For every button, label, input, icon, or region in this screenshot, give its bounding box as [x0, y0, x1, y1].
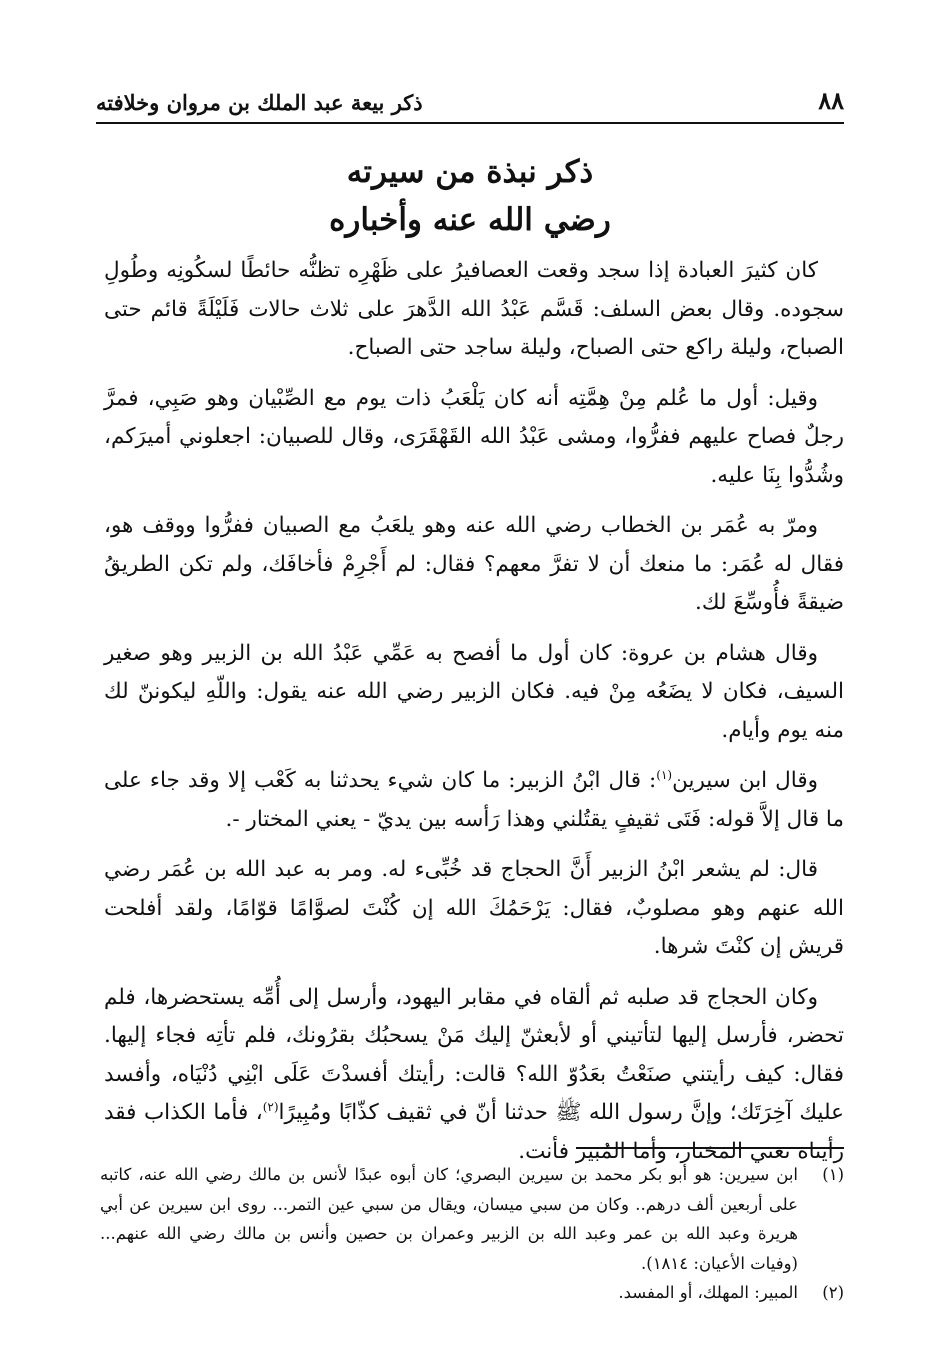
- paragraph: ومرّ به عُمَر بن الخطاب رضي الله عنه وهو يلعَبُ مع الصبيان ففرُّوا ووقف هو، فقال له عُمَر: ما منعك أن لا تفرَّ معهم؟ فقال: لم أَجْرِمْ فأخافَك، ولم تكن الطريقُ ضيقةً فأُوسِّعَ لك.: [104, 513, 844, 615]
- paragraph: كان كثيرَ العبادة إذا سجد وقعت العصافيرُ على ظَهْرِه تظنُّه حائطًا لسكُونِه وطُولِ سجوده. وقال بعض السلف: قَسَّم عَبْدُ الله الدَّهرَ على ثلاث حالات فَلَيْلَةً قائم حتى الصباح، وليلة راكع حتى الصباح، وليلة ساجد حتى الصباح.: [104, 258, 844, 360]
- footnote: [100, 1160, 844, 1278]
- paragraph: [104, 979, 844, 1172]
- footnote-text: ابن سيرين: هو أبو بكر محمد بن سيرين البصري؛ كان أبوه عبدًا لأنس بن مالك رضي الله عنه، كاتبه على أربعين ألف درهم.. وكان من سبي ميسان، ويقال من سبي عين التمر... روى ابن سيرين عن أبي هريرة وعبد الله بن عمر وعبد الله بن الزبير وعمران بن حصين وأنس بن مالك رضي الله عنهم... (وفيات الأعيان: ١٨١٤).: [100, 1165, 798, 1273]
- footnote-ref[interactable]: (١): [656, 767, 673, 782]
- page-header: [96, 84, 844, 124]
- page-number: ٨٨: [818, 86, 844, 115]
- footnote-ref[interactable]: (٢): [262, 1099, 279, 1114]
- footnote-number: (٢): [822, 1283, 844, 1302]
- chapter-title-line-2: رضي الله عنه وأخباره: [329, 202, 611, 238]
- body-text: [104, 252, 844, 1183]
- footnote-text: المبير: المهلك، أو المفسد.: [618, 1283, 798, 1302]
- chapter-title: [96, 148, 844, 244]
- paragraph: وقيل: أول ما عُلم مِنْ هِمَّتِه أنه كان يَلْعَبُ ذات يوم مع الصِّبْيان وهو صَبِي، فمرَّ رجلٌ فصاح عليهم ففرُّوا، ومشى عَبْدُ الله القَهْقَرَى، وقال للصبيان: اجعلوني أميرَكم، وشُدُّوا بِنَا عليه.: [104, 385, 844, 488]
- paragraph-text: ، فأما الكذاب فقد رأيناه تعني المختار، وأما المُبير فأنت.: [104, 1100, 844, 1164]
- footnote: [100, 1278, 844, 1308]
- footnote-separator: [576, 1147, 844, 1149]
- paragraph-text: : قال ابْنُ الزبير: ما كان شيء يحدثنا به كَعْب إلا وقد جاء على ما قال إلاَّ قوله: فَتَى ثقيفٍ يقتُلني وهذا رَأسه بين يديّ - يعني المختار -.: [104, 768, 844, 832]
- chapter-title-line-1: ذكر نبذة من سيرته: [346, 154, 594, 190]
- paragraph: وقال هشام بن عروة: كان أول ما أفصح به عَمِّي عَبْدُ الله بن الزبير وهو صغير السيف، فكان لا يضَعُه مِنْ فيه. فكان الزبير رضي الله عنه يقول: واللّهِ ليكوننّ لك منه يوم وأيام.: [104, 640, 844, 743]
- footnote-number: (١): [822, 1165, 844, 1184]
- paragraph-text: وقال ابن سيرين: [672, 768, 818, 793]
- paragraph: قال: لم يشعر ابْنُ الزبير أَنَّ الحجاج قد خُبِّىء له. ومر به عبد الله بن عُمَر رضي الله عنهم وهو مصلوبٌ، فقال: يَرْحَمُكَ الله إن كُنْتَ لصوَّامًا قوّامًا، ولقد أفلحت قريش إن كنْتَ شرها.: [104, 857, 844, 959]
- footnotes: [100, 1160, 844, 1308]
- running-title: ذكر بيعة عبد الملك بن مروان وخلافته: [96, 90, 423, 115]
- paragraph-text: وكان الحجاج قد صلبه ثم ألقاه في مقابر اليهود، وأرسل إلى أُمِّه يستحضرها، فلم تحضر، فأرسل إليها لتأتيني أو لأبعثنّ إليك مَنْ يسحبُك بقرُونك، فلم تأتِه فجاء إليها. فقال: كيف رأيتني صنَعْتُ بعَدُوّ الله؟ قالت: رأيتك أفسدْتَ عَلَى ابْنِي دُنْيَاه، وأفسد عليك آخِرَتَك؛ وإنَّ رسول الله ﷺ حدثنا أنّ في ثقيف كذّابًا ومُبِيرًا: [104, 984, 844, 1125]
- paragraph: [104, 762, 844, 839]
